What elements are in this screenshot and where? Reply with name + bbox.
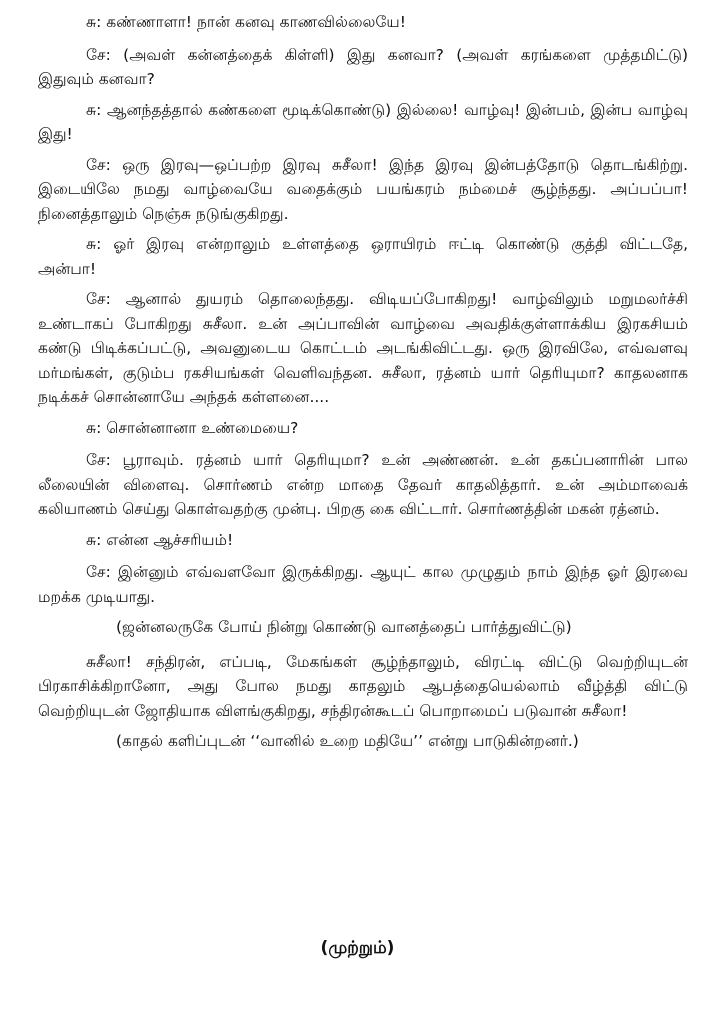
dialogue-line: சே: ஆனால் துயரம் தொலைந்தது. விடியப்போகிறது! வாழ்விலும் மறுமலர்ச்சி உண்டாகப் போகிறது சுசீலா. உன் அப்பாவின் வாழ்வை அவதிக்குள்ளாக்கிய இரகசியம் கண்டு பிடிக்கப்பட்டு, அவனுடைய கொட்டம் அடங்கிவிட்டது. ஒரு இரவிலே, எவ்வளவு மர்மங்கள், குடும்ப ரகசியங்கள் வெளிவந்தன. சுசீலா, ரத்னம் யார் தெரியுமா? காதலனாக நடிக்கச் சொன்னாயே அந்தக் கள்ளனை....: [38, 290, 688, 406]
final-speech: சுசீலா! சந்திரன், எப்படி, மேகங்கள் சூழ்ந்தாலும், விரட்டி விட்டு வெற்றியுடன் பிரகாசிக்கிறானோ, அது போல நமது காதலும் ஆபத்தையெல்லாம் வீழ்த்தி விட்டு வெற்றியுடன் ஜோதியாக விளங்குகிறது, சந்திரன்கூடப் பொறாமைப் படுவான் சுசீலா!: [38, 652, 688, 720]
dialogue-line: சே: ஒரு இரவு—ஒப்பற்ற இரவு சுசீலா! இந்த இரவு இன்பத்தோடு தொடங்கிற்று. இடையிலே நமது வாழ்வையே வதைக்கும் பயங்கரம் நம்மைச் சூழ்ந்தது. அப்பப்பா! நினைத்தாலும் நெஞ்சு நடுங்குகிறது.: [38, 155, 688, 223]
dialogue-line: சு: ஆனந்தத்தால் கண்களை மூடிக்கொண்டு) இல்லை! வாழ்வு! இன்பம், இன்ப வாழ்வு இது!: [38, 100, 688, 143]
dialogue-line: சே: (அவள் கன்னத்தைக் கிள்ளி) இது கனவா? (அவள் கரங்களை முத்தமிட்டு) இதுவும் கனவா?: [38, 45, 688, 88]
stage-direction: (ஜன்னலருகே போய் நின்று கொண்டு வானத்தைப் பார்த்துவிட்டு): [116, 618, 572, 636]
dialogue-line: சு: சொன்னானா உண்மையை?: [86, 418, 299, 437]
stage-direction: (காதல் களிப்புடன் ‘‘வானில் உறை மதியே’’ என்று பாடுகின்றனர்.): [116, 732, 579, 750]
dialogue-line: சு: ஓர் இரவு என்றாலும் உள்ளத்தை ஒராயிரம் ஈட்டி கொண்டு குத்தி விட்டதே, அன்பா!: [38, 235, 688, 278]
dialogue-line: சே: இன்னும் எவ்வளவோ இருக்கிறது. ஆயுட் கால முழுதும் நாம் இந்த ஓர் இரவை மறக்க முடியாது.: [38, 563, 688, 606]
dialogue-line: சு: கண்ணாளா! நான் கனவு காணவில்லையே!: [86, 13, 406, 31]
end-marker: (முற்றும்): [320, 938, 395, 958]
dialogue-line: சே: பூராவும். ரத்னம் யார் தெரியுமா? உன் அண்ணன். உன் தகப்பனாரின் பால லீலையின் விளைவு. சொர்ணம் என்ற மாதை தேவர் காதலித்தார். உன் அம்மாவைக் கலியாணம் செய்து கொள்வதற்கு முன்பு. பிறகு கை விட்டார். சொர்ணத்தின் மகன் ரத்னம்.: [38, 451, 688, 518]
dialogue-line: சு: என்ன ஆச்சரியம்!: [86, 530, 234, 549]
play-script-page: [38, 10, 688, 764]
